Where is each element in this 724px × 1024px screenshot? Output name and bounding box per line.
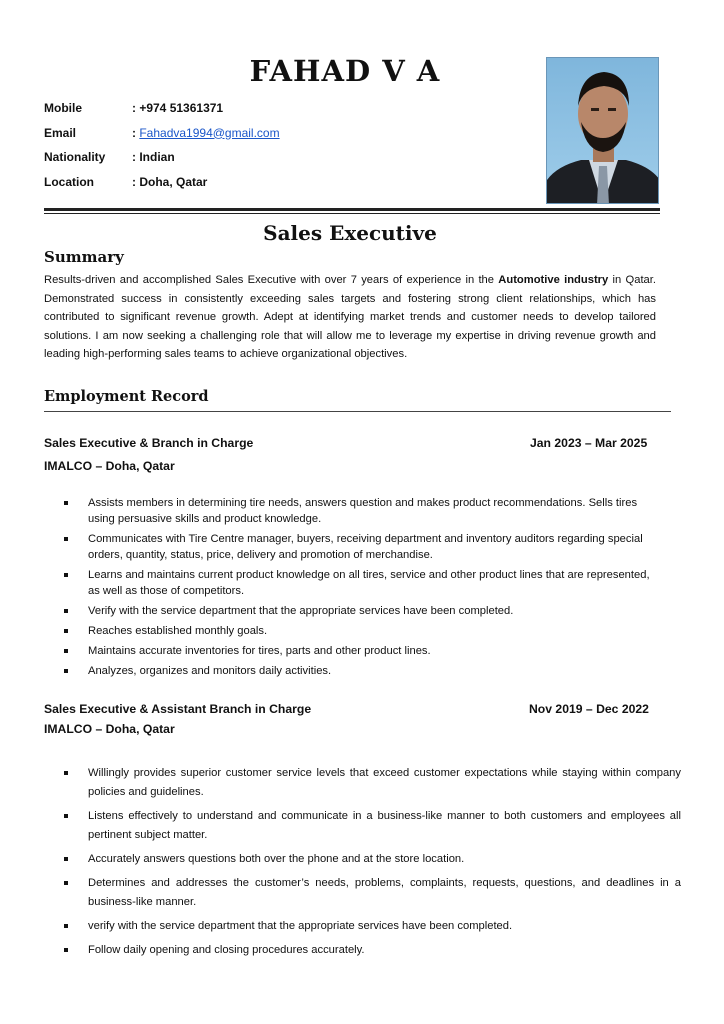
job-company: IMALCO – Doha, Qatar [44, 459, 175, 473]
list-item: Communicates with Tire Centre manager, buyers, receiving department and inventory auditors regarding special orders, quantity, status, price, delivery and promotion of merchandise. [64, 531, 662, 563]
email-link[interactable]: Fahadva1994@gmail.com [139, 125, 280, 140]
list-item: Listens effectively to understand and communicate in a business-like manner to both customers and employees all pertinent subject matter. [64, 807, 681, 845]
contact-row-location [44, 175, 280, 200]
summary-text-part: in Qatar. Demonstrated success in consistently exceeding sales targets and fostering strong client relationships, which has contributed to significant revenue growth. Adept at identifying market trends and customer needs to develop tailored solutions. I am now seeking a challenging role that will allow me to leverage my expertise in driving revenue growth and leading high-performing sales teams to achieve organizational objectives. [44, 274, 656, 360]
contact-value [132, 126, 280, 151]
header-divider-thick [44, 208, 660, 211]
list-item: Follow daily opening and closing procedures accurately. [64, 941, 681, 960]
candidate-name: FAHAD V A [249, 54, 441, 88]
list-item: Reaches established monthly goals. [64, 623, 662, 639]
contact-value: : Doha, Qatar [132, 174, 208, 189]
job-company: IMALCO – Doha, Qatar [44, 722, 175, 736]
contact-row-mobile [44, 101, 280, 126]
contact-label: Mobile [44, 101, 82, 115]
list-item: verify with the service department that the appropriate services have been completed. [64, 917, 681, 936]
job-dates: Jan 2023 – Mar 2025 [530, 436, 648, 450]
summary-text-part: Results-driven and accomplished Sales Executive with over 7 years of experience in the [44, 274, 499, 286]
contact-row-email [44, 126, 280, 151]
job-duties-list [64, 495, 662, 683]
summary-heading: Summary [44, 248, 124, 266]
job-dates: Nov 2019 – Dec 2022 [529, 702, 649, 716]
job-position: Sales Executive & Assistant Branch in Charge [44, 702, 312, 716]
list-item: Verify with the service department that the appropriate services have been completed. [64, 603, 662, 619]
list-item: Willingly provides superior customer service levels that exceed customer expectations while staying within company policies and guidelines. [64, 764, 681, 802]
header-divider-thin [44, 213, 660, 214]
list-item: Maintains accurate inventories for tires, parts and other product lines. [64, 643, 662, 659]
list-item: Analyzes, organizes and monitors daily activities. [64, 663, 662, 679]
email-separator: : [132, 125, 140, 140]
summary-highlight: Automotive industry [498, 274, 609, 286]
list-item: Determines and addresses the customer’s needs, problems, complaints, requests, questions, and deadlines in a business-like manner. [64, 874, 681, 912]
profile-photo [546, 57, 659, 204]
contact-label: Location [44, 174, 94, 189]
employment-heading: Employment Record [44, 388, 209, 405]
job-position: Sales Executive & Branch in Charge [44, 436, 254, 450]
contact-value: : +974 51361371 [132, 101, 224, 115]
list-item: Accurately answers questions both over the phone and at the store location. [64, 850, 681, 869]
contact-label: Email [44, 125, 77, 140]
employment-divider [44, 411, 671, 412]
list-item: Learns and maintains current product knowledge on all tires, service and other product lines that are represented, as well as those of competitors. [64, 567, 662, 599]
contact-value: : Indian [132, 150, 175, 164]
summary-text [44, 271, 656, 364]
contact-label: Nationality [44, 150, 106, 164]
contact-row-nationality [44, 150, 280, 175]
job-duties-list [64, 764, 681, 965]
job-title-heading: Sales Executive [263, 221, 437, 245]
contact-details [44, 101, 280, 199]
profile-photo-drawing [547, 58, 659, 204]
list-item: Assists members in determining tire needs, answers question and makes product recommendations. Sells tires using persuasive skills and product knowledge. [64, 495, 662, 527]
